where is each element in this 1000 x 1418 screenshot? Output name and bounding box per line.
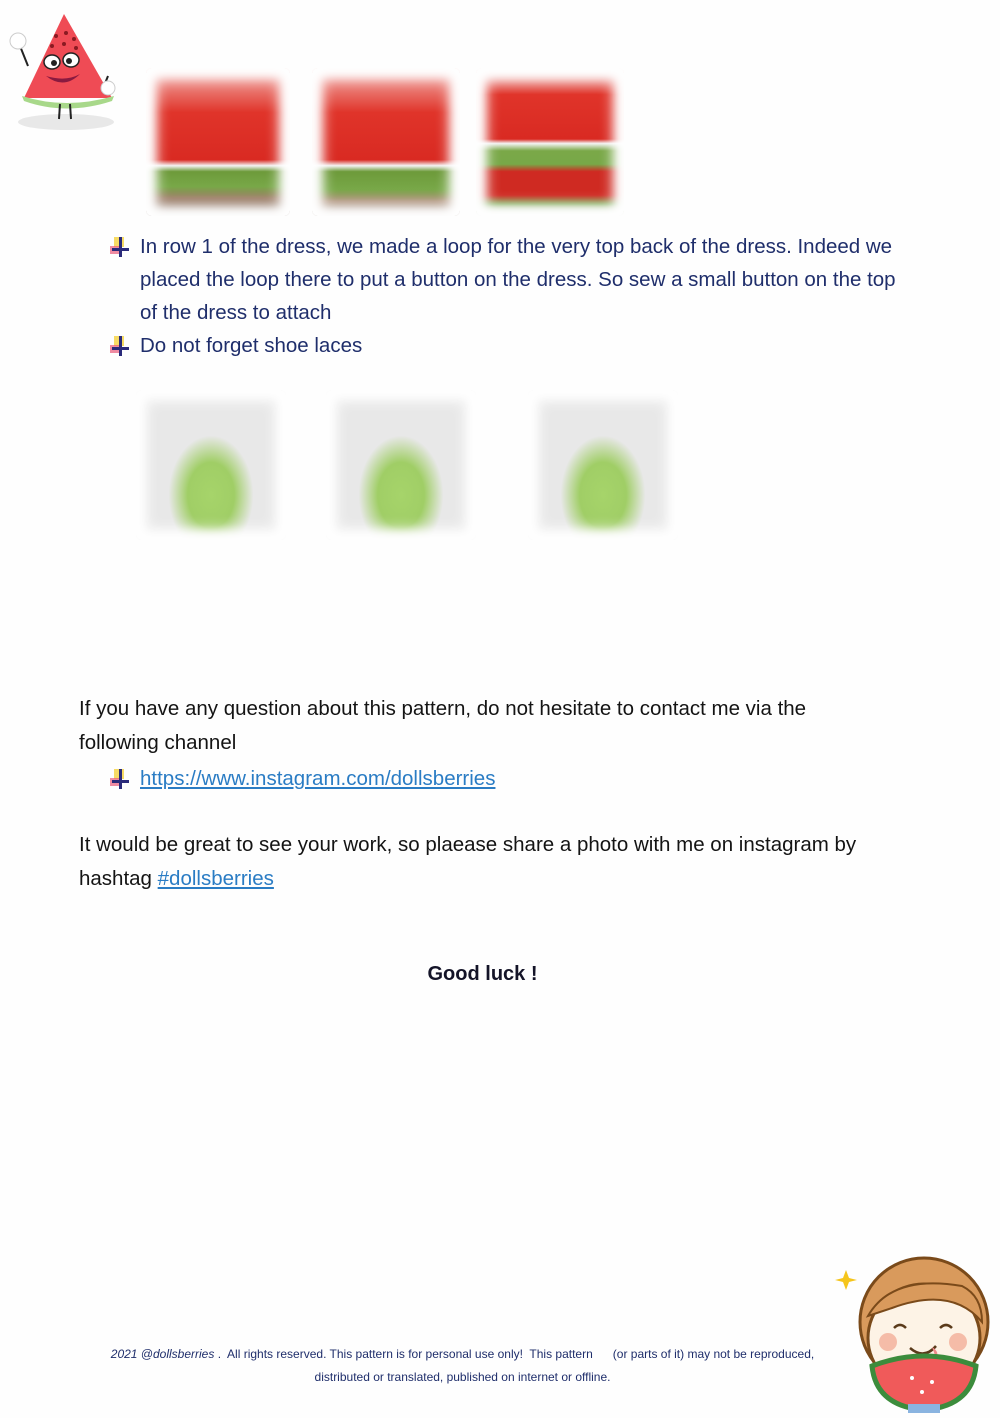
share-text: It would be great to see your work, so plaease share a photo with me on instagram by hashtag (79, 833, 857, 890)
instruction-text: Do not forget shoe laces (140, 334, 363, 357)
shoe-photo-1 (136, 390, 286, 540)
instruction-item (110, 230, 910, 329)
watermelon-mascot (4, 6, 129, 131)
bullet-arrow-icon (110, 237, 130, 257)
instagram-link[interactable]: https://www.instagram.com/dollsberries (140, 767, 496, 790)
footer-line-1: . All rights reserved. This pattern is for personal use only! This pattern (or parts of it) may not be reproduced, (214, 1347, 815, 1361)
bullet-arrow-icon (110, 769, 130, 789)
instruction-list (110, 230, 910, 362)
dress-photo-2 (312, 68, 460, 216)
contact-channel-list (110, 762, 810, 795)
footer-brand: 2021 @dollsberries (110, 1347, 215, 1361)
footer-line-2: distributed or translated, published on internet or offline. (314, 1370, 611, 1384)
dress-photo-3 (476, 68, 624, 216)
dress-photo-1 (146, 68, 290, 216)
bullet-arrow-icon (110, 336, 130, 356)
contact-intro-text: If you have any question about this pattern, do not hesitate to contact me via the following channel (79, 697, 807, 754)
hashtag-link[interactable]: #dollsberries (157, 867, 274, 890)
contact-intro (79, 692, 879, 760)
closing-text: Good luck ! (427, 963, 538, 985)
copyright-footer (90, 1343, 835, 1389)
shoe-photo-2 (326, 390, 476, 540)
instruction-text: In row 1 of the dress, we made a loop for the very top back of the dress. Indeed we placed the loop there to put a button on the dress. So sew a small button on the top of the dress to attach (140, 235, 896, 324)
shoe-photo-3 (528, 390, 678, 540)
girl-watermelon-illustration (832, 1246, 1000, 1413)
contact-channel-item (110, 762, 810, 795)
instruction-item (110, 329, 910, 362)
share-paragraph (79, 828, 919, 896)
